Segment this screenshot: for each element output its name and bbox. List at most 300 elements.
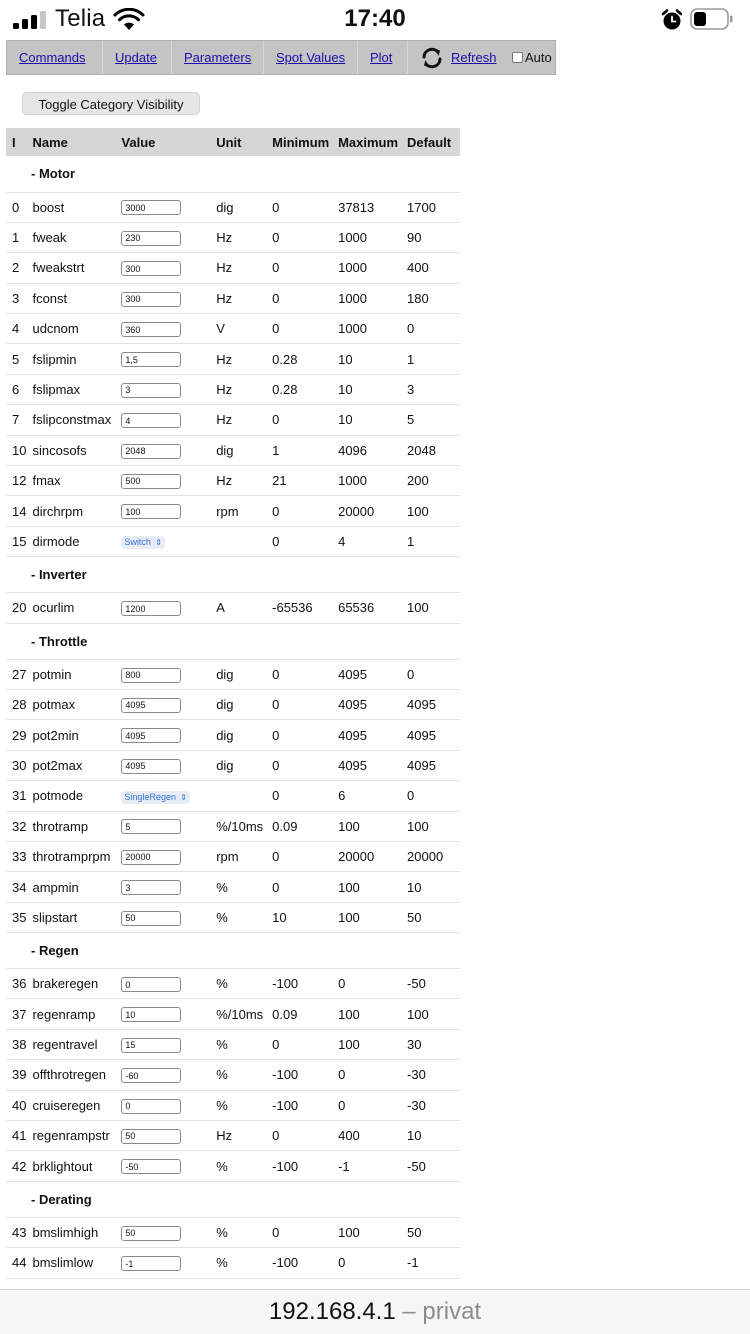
param-id: 31 bbox=[6, 781, 26, 811]
param-name: dirmode bbox=[26, 526, 115, 556]
param-unit: % bbox=[210, 1060, 266, 1090]
param-value-cell bbox=[115, 314, 210, 344]
param-name: udcnom bbox=[26, 314, 115, 344]
param-default: 20000 bbox=[401, 841, 460, 871]
param-value-input[interactable] bbox=[121, 1226, 181, 1241]
carrier-name: Telia bbox=[55, 5, 106, 32]
param-value-input[interactable] bbox=[121, 261, 181, 276]
param-value-select[interactable]: Switch ⇕ bbox=[121, 536, 165, 549]
param-default: 100 bbox=[401, 999, 460, 1029]
param-minimum: 0 bbox=[266, 1217, 332, 1247]
param-unit: % bbox=[210, 1151, 266, 1181]
param-maximum: 4095 bbox=[332, 689, 401, 719]
param-id: 6 bbox=[6, 374, 26, 404]
param-default: 3 bbox=[401, 374, 460, 404]
param-maximum: 37813 bbox=[332, 192, 401, 222]
param-name: fslipmin bbox=[26, 344, 115, 374]
param-name: regenramp bbox=[26, 999, 115, 1029]
param-default: 2048 bbox=[401, 435, 460, 465]
param-maximum: 100 bbox=[332, 872, 401, 902]
param-unit: Hz bbox=[210, 1121, 266, 1151]
header-unit: Unit bbox=[210, 128, 266, 156]
nav-parameters-link[interactable]: Parameters bbox=[172, 41, 264, 74]
param-unit: %/10ms bbox=[210, 811, 266, 841]
param-default: 1700 bbox=[401, 192, 460, 222]
param-value-input[interactable] bbox=[121, 504, 181, 519]
parameters-table bbox=[6, 128, 460, 1279]
table-row bbox=[6, 526, 460, 556]
param-unit: dig bbox=[210, 750, 266, 780]
param-minimum: 0 bbox=[266, 192, 332, 222]
param-name: offthrotregen bbox=[26, 1060, 115, 1090]
param-maximum: 4 bbox=[332, 526, 401, 556]
param-value-cell bbox=[115, 811, 210, 841]
param-value-cell bbox=[115, 659, 210, 689]
param-maximum: 4096 bbox=[332, 435, 401, 465]
param-name: regentravel bbox=[26, 1029, 115, 1059]
param-id: 0 bbox=[6, 192, 26, 222]
param-value-input[interactable] bbox=[121, 850, 181, 865]
param-id: 1 bbox=[6, 222, 26, 252]
param-unit: Hz bbox=[210, 405, 266, 435]
param-value-cell bbox=[115, 1151, 210, 1181]
toggle-category-visibility-button[interactable]: Toggle Category Visibility bbox=[22, 92, 200, 115]
param-value-cell bbox=[115, 283, 210, 313]
param-value-input[interactable] bbox=[121, 474, 181, 489]
param-maximum: 0 bbox=[332, 969, 401, 999]
param-id: 15 bbox=[6, 526, 26, 556]
header-minimum: Minimum bbox=[266, 128, 332, 156]
param-value-cell bbox=[115, 526, 210, 556]
param-value-cell bbox=[115, 1121, 210, 1151]
param-id: 44 bbox=[6, 1248, 26, 1278]
param-default: -50 bbox=[401, 1151, 460, 1181]
param-minimum: 10 bbox=[266, 902, 332, 932]
category-row bbox=[6, 623, 460, 659]
table-row bbox=[6, 872, 460, 902]
table-row bbox=[6, 344, 460, 374]
param-maximum: 0 bbox=[332, 1090, 401, 1120]
category-label: - Derating bbox=[6, 1181, 460, 1217]
param-name: fconst bbox=[26, 283, 115, 313]
table-row bbox=[6, 689, 460, 719]
param-name: throtramprpm bbox=[26, 841, 115, 871]
param-default: -50 bbox=[401, 969, 460, 999]
table-row bbox=[6, 1029, 460, 1059]
param-unit: V bbox=[210, 314, 266, 344]
table-row bbox=[6, 720, 460, 750]
param-maximum: 0 bbox=[332, 1248, 401, 1278]
param-maximum: 20000 bbox=[332, 496, 401, 526]
param-name: brklightout bbox=[26, 1151, 115, 1181]
param-default: 0 bbox=[401, 659, 460, 689]
battery-icon bbox=[690, 7, 734, 31]
table-row bbox=[6, 192, 460, 222]
param-minimum: 1 bbox=[266, 435, 332, 465]
param-unit: rpm bbox=[210, 496, 266, 526]
param-id: 38 bbox=[6, 1029, 26, 1059]
param-unit: dig bbox=[210, 689, 266, 719]
param-maximum: 4095 bbox=[332, 750, 401, 780]
param-unit: Hz bbox=[210, 253, 266, 283]
param-maximum: 6 bbox=[332, 781, 401, 811]
param-default: 50 bbox=[401, 1217, 460, 1247]
param-value-input[interactable] bbox=[121, 1159, 181, 1174]
param-value-input[interactable] bbox=[121, 728, 181, 743]
param-value-input[interactable] bbox=[121, 444, 181, 459]
param-minimum: 0 bbox=[266, 405, 332, 435]
param-minimum: 0 bbox=[266, 659, 332, 689]
param-id: 35 bbox=[6, 902, 26, 932]
param-value-cell bbox=[115, 192, 210, 222]
param-minimum: 0 bbox=[266, 526, 332, 556]
param-value-input[interactable] bbox=[121, 200, 181, 215]
param-unit: % bbox=[210, 1217, 266, 1247]
param-value-input[interactable] bbox=[121, 1099, 181, 1114]
param-maximum: 10 bbox=[332, 405, 401, 435]
param-name: brakeregen bbox=[26, 969, 115, 999]
param-value-input[interactable] bbox=[121, 911, 181, 926]
param-value-select[interactable]: SingleRegen ⇕ bbox=[121, 791, 190, 804]
param-maximum: 1000 bbox=[332, 314, 401, 344]
param-minimum: 0 bbox=[266, 872, 332, 902]
header-default: Default bbox=[401, 128, 460, 156]
param-id: 34 bbox=[6, 872, 26, 902]
param-unit bbox=[210, 526, 266, 556]
param-unit: % bbox=[210, 902, 266, 932]
param-value-input[interactable] bbox=[121, 1068, 181, 1083]
nav-spot-values-link[interactable]: Spot Values bbox=[264, 41, 358, 74]
param-maximum: 1000 bbox=[332, 466, 401, 496]
param-name: dirchrpm bbox=[26, 496, 115, 526]
param-unit: % bbox=[210, 872, 266, 902]
param-value-cell bbox=[115, 222, 210, 252]
param-unit bbox=[210, 781, 266, 811]
param-value-input[interactable] bbox=[121, 759, 181, 774]
param-name: pot2min bbox=[26, 720, 115, 750]
param-unit: Hz bbox=[210, 222, 266, 252]
table-row bbox=[6, 496, 460, 526]
param-unit: Hz bbox=[210, 466, 266, 496]
table-row bbox=[6, 1217, 460, 1247]
param-id: 32 bbox=[6, 811, 26, 841]
table-row bbox=[6, 435, 460, 465]
category-label: - Motor bbox=[6, 156, 460, 192]
param-minimum: -100 bbox=[266, 1090, 332, 1120]
alarm-icon bbox=[660, 8, 684, 32]
url-bar[interactable] bbox=[0, 1289, 750, 1334]
param-id: 30 bbox=[6, 750, 26, 780]
param-maximum: 65536 bbox=[332, 593, 401, 623]
param-name: throtramp bbox=[26, 811, 115, 841]
table-header-row bbox=[6, 128, 460, 156]
param-default: -30 bbox=[401, 1060, 460, 1090]
param-id: 2 bbox=[6, 253, 26, 283]
param-id: 27 bbox=[6, 659, 26, 689]
param-maximum: 10 bbox=[332, 374, 401, 404]
table-row bbox=[6, 593, 460, 623]
table-row bbox=[6, 466, 460, 496]
param-id: 28 bbox=[6, 689, 26, 719]
param-maximum: -1 bbox=[332, 1151, 401, 1181]
auto-checkbox[interactable] bbox=[512, 52, 523, 63]
category-label: - Throttle bbox=[6, 623, 460, 659]
param-value-cell bbox=[115, 1090, 210, 1120]
param-minimum: 0.09 bbox=[266, 811, 332, 841]
param-value-input[interactable] bbox=[121, 698, 181, 713]
param-maximum: 1000 bbox=[332, 222, 401, 252]
param-value-input[interactable] bbox=[121, 819, 181, 834]
table-row bbox=[6, 841, 460, 871]
param-name: fweakstrt bbox=[26, 253, 115, 283]
param-unit: Hz bbox=[210, 374, 266, 404]
param-name: potmin bbox=[26, 659, 115, 689]
nav-commands-link[interactable]: Commands bbox=[7, 41, 103, 74]
table-row bbox=[6, 1060, 460, 1090]
param-name: ocurlim bbox=[26, 593, 115, 623]
url-host: 192.168.4.1 bbox=[268, 1298, 396, 1325]
param-value-input[interactable] bbox=[121, 1007, 181, 1022]
param-value-cell bbox=[115, 405, 210, 435]
param-maximum: 4095 bbox=[332, 720, 401, 750]
auto-label: Auto bbox=[525, 50, 552, 65]
param-value-cell bbox=[115, 593, 210, 623]
param-value-cell bbox=[115, 841, 210, 871]
param-unit: dig bbox=[210, 435, 266, 465]
table-row bbox=[6, 999, 460, 1029]
param-minimum: 0 bbox=[266, 1029, 332, 1059]
param-default: 10 bbox=[401, 1121, 460, 1151]
param-default: 4095 bbox=[401, 750, 460, 780]
param-value-input[interactable] bbox=[121, 1256, 181, 1271]
category-row bbox=[6, 156, 460, 192]
param-id: 12 bbox=[6, 466, 26, 496]
param-default: 1 bbox=[401, 526, 460, 556]
param-id: 36 bbox=[6, 969, 26, 999]
table-row bbox=[6, 811, 460, 841]
param-name: cruiseregen bbox=[26, 1090, 115, 1120]
refresh-icon[interactable] bbox=[420, 46, 444, 70]
header-value: Value bbox=[115, 128, 210, 156]
param-id: 42 bbox=[6, 1151, 26, 1181]
param-value-cell bbox=[115, 902, 210, 932]
param-default: 30 bbox=[401, 1029, 460, 1059]
category-row bbox=[6, 1181, 460, 1217]
param-default: 5 bbox=[401, 405, 460, 435]
param-minimum: 0 bbox=[266, 314, 332, 344]
table-row bbox=[6, 1151, 460, 1181]
param-minimum: -65536 bbox=[266, 593, 332, 623]
param-maximum: 4095 bbox=[332, 659, 401, 689]
param-minimum: 0 bbox=[266, 222, 332, 252]
param-id: 40 bbox=[6, 1090, 26, 1120]
param-name: bmslimlow bbox=[26, 1248, 115, 1278]
param-maximum: 100 bbox=[332, 902, 401, 932]
param-name: potmode bbox=[26, 781, 115, 811]
param-default: 100 bbox=[401, 593, 460, 623]
table-body bbox=[6, 156, 460, 1278]
param-default: 10 bbox=[401, 872, 460, 902]
param-minimum: 0.28 bbox=[266, 374, 332, 404]
table-row bbox=[6, 253, 460, 283]
param-name: bmslimhigh bbox=[26, 1217, 115, 1247]
status-time: 17:40 bbox=[344, 5, 406, 32]
param-value-input[interactable] bbox=[121, 352, 181, 367]
table-row bbox=[6, 405, 460, 435]
param-minimum: -100 bbox=[266, 1151, 332, 1181]
param-default: 200 bbox=[401, 466, 460, 496]
param-name: fslipmax bbox=[26, 374, 115, 404]
param-unit: % bbox=[210, 1029, 266, 1059]
param-value-input[interactable] bbox=[121, 322, 181, 337]
param-value-input[interactable] bbox=[121, 880, 181, 895]
url-network-name: privat bbox=[422, 1298, 482, 1325]
param-minimum: 0 bbox=[266, 253, 332, 283]
param-minimum: -100 bbox=[266, 1248, 332, 1278]
param-minimum: 0 bbox=[266, 750, 332, 780]
param-value-input[interactable] bbox=[121, 601, 181, 616]
param-id: 33 bbox=[6, 841, 26, 871]
param-value-cell bbox=[115, 999, 210, 1029]
param-id: 39 bbox=[6, 1060, 26, 1090]
param-id: 29 bbox=[6, 720, 26, 750]
table-row bbox=[6, 283, 460, 313]
param-maximum: 100 bbox=[332, 999, 401, 1029]
param-value-cell bbox=[115, 969, 210, 999]
status-bar bbox=[0, 0, 750, 40]
param-value-cell bbox=[115, 466, 210, 496]
param-value-cell bbox=[115, 1029, 210, 1059]
param-minimum: -100 bbox=[266, 969, 332, 999]
param-value-input[interactable] bbox=[121, 977, 181, 992]
param-name: potmax bbox=[26, 689, 115, 719]
param-name: boost bbox=[26, 192, 115, 222]
param-unit: Hz bbox=[210, 344, 266, 374]
nav-bar bbox=[6, 40, 556, 75]
param-value-cell bbox=[115, 750, 210, 780]
param-name: pot2max bbox=[26, 750, 115, 780]
param-value-cell bbox=[115, 1060, 210, 1090]
table-row bbox=[6, 1090, 460, 1120]
table-row bbox=[6, 374, 460, 404]
param-maximum: 0 bbox=[332, 1060, 401, 1090]
param-default: 90 bbox=[401, 222, 460, 252]
param-minimum: 0 bbox=[266, 841, 332, 871]
param-id: 4 bbox=[6, 314, 26, 344]
category-label: - Regen bbox=[6, 933, 460, 969]
param-value-cell bbox=[115, 374, 210, 404]
table-row bbox=[6, 902, 460, 932]
table-row bbox=[6, 314, 460, 344]
param-unit: dig bbox=[210, 192, 266, 222]
param-id: 14 bbox=[6, 496, 26, 526]
param-maximum: 20000 bbox=[332, 841, 401, 871]
param-default: 4095 bbox=[401, 689, 460, 719]
param-value-cell bbox=[115, 1248, 210, 1278]
param-unit: % bbox=[210, 969, 266, 999]
header-id: I bbox=[6, 128, 26, 156]
param-id: 10 bbox=[6, 435, 26, 465]
param-id: 3 bbox=[6, 283, 26, 313]
nav-plot-link[interactable]: Plot bbox=[358, 41, 408, 74]
table-row bbox=[6, 222, 460, 252]
param-default: 4095 bbox=[401, 720, 460, 750]
param-id: 37 bbox=[6, 999, 26, 1029]
param-minimum: 0 bbox=[266, 283, 332, 313]
param-minimum: 0 bbox=[266, 720, 332, 750]
param-unit: A bbox=[210, 593, 266, 623]
param-default: 1 bbox=[401, 344, 460, 374]
refresh-link[interactable]: Refresh bbox=[451, 50, 497, 65]
param-value-cell bbox=[115, 689, 210, 719]
param-unit: %/10ms bbox=[210, 999, 266, 1029]
param-unit: % bbox=[210, 1248, 266, 1278]
param-id: 43 bbox=[6, 1217, 26, 1247]
param-value-input[interactable] bbox=[121, 231, 181, 246]
param-default: 0 bbox=[401, 781, 460, 811]
param-value-cell bbox=[115, 344, 210, 374]
param-maximum: 100 bbox=[332, 811, 401, 841]
param-id: 7 bbox=[6, 405, 26, 435]
param-maximum: 1000 bbox=[332, 283, 401, 313]
header-name: Name bbox=[26, 128, 115, 156]
param-unit: rpm bbox=[210, 841, 266, 871]
param-maximum: 100 bbox=[332, 1217, 401, 1247]
param-minimum: 0 bbox=[266, 781, 332, 811]
table-row bbox=[6, 750, 460, 780]
param-value-input[interactable] bbox=[121, 292, 181, 307]
param-value-input[interactable] bbox=[121, 1129, 181, 1144]
param-unit: dig bbox=[210, 659, 266, 689]
param-value-cell bbox=[115, 781, 210, 811]
param-maximum: 1000 bbox=[332, 253, 401, 283]
param-id: 20 bbox=[6, 593, 26, 623]
param-default: 180 bbox=[401, 283, 460, 313]
param-name: slipstart bbox=[26, 902, 115, 932]
table-row bbox=[6, 659, 460, 689]
param-unit: % bbox=[210, 1090, 266, 1120]
param-value-input[interactable] bbox=[121, 668, 181, 683]
param-unit: Hz bbox=[210, 283, 266, 313]
param-default: 100 bbox=[401, 496, 460, 526]
param-value-input[interactable] bbox=[121, 1038, 181, 1053]
table-row bbox=[6, 1248, 460, 1278]
nav-update-link[interactable]: Update bbox=[103, 41, 172, 74]
param-minimum: 0 bbox=[266, 1121, 332, 1151]
table-row bbox=[6, 781, 460, 811]
param-name: fweak bbox=[26, 222, 115, 252]
param-value-input[interactable] bbox=[121, 413, 181, 428]
category-row bbox=[6, 933, 460, 969]
category-row bbox=[6, 557, 460, 593]
param-default: -30 bbox=[401, 1090, 460, 1120]
param-default: 100 bbox=[401, 811, 460, 841]
param-value-cell bbox=[115, 1217, 210, 1247]
table-row bbox=[6, 1121, 460, 1151]
param-value-cell bbox=[115, 496, 210, 526]
url-separator: – bbox=[402, 1298, 416, 1325]
param-value-cell bbox=[115, 253, 210, 283]
param-minimum: 0 bbox=[266, 496, 332, 526]
table-row bbox=[6, 969, 460, 999]
param-minimum: 0.09 bbox=[266, 999, 332, 1029]
param-default: 0 bbox=[401, 314, 460, 344]
param-default: 50 bbox=[401, 902, 460, 932]
param-name: ampmin bbox=[26, 872, 115, 902]
param-value-cell bbox=[115, 872, 210, 902]
param-value-input[interactable] bbox=[121, 383, 181, 398]
param-unit: dig bbox=[210, 720, 266, 750]
